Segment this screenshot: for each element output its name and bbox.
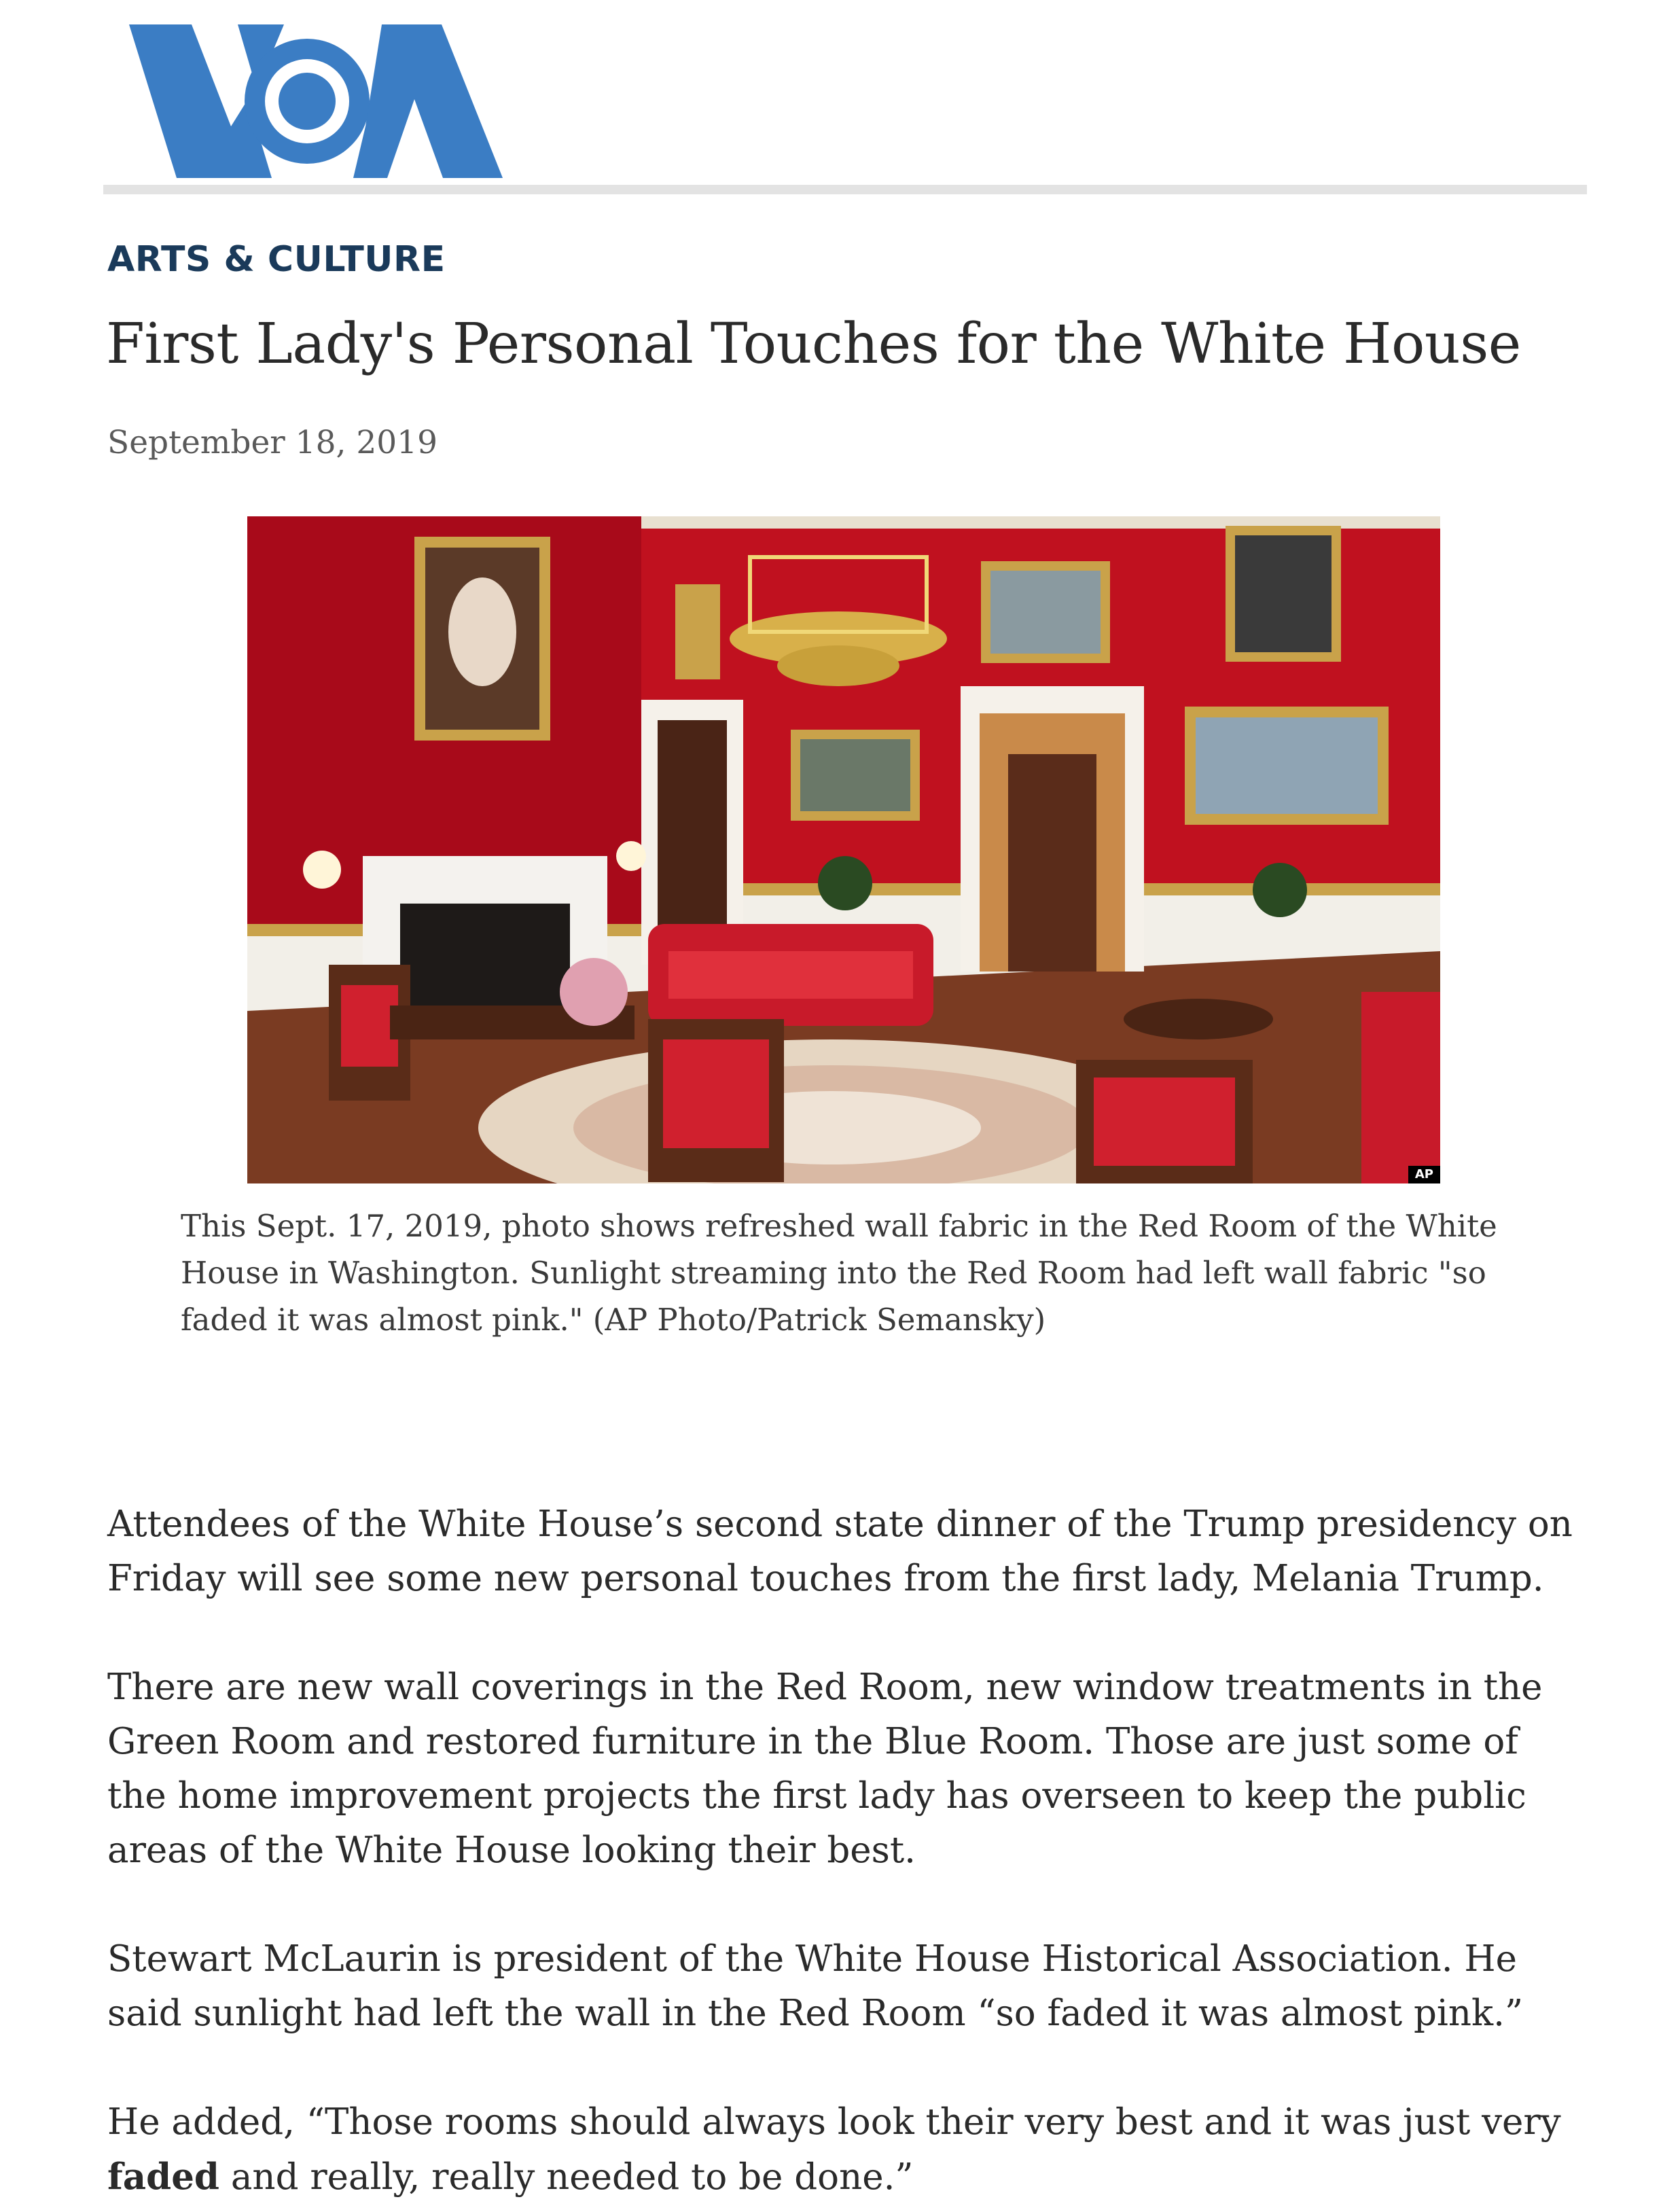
body-paragraph-2: There are new wall coverings in the Red Room, new window treatments in the Green Room and restored furniture in the Blue Room. Those are just some of the home improvement projects the first lady has overseen to keep the public areas of the White House looking their best. bbox=[107, 1667, 1543, 1871]
section-label[interactable]: ARTS & CULTURE bbox=[107, 239, 446, 280]
photo-credit-badge: AP bbox=[1408, 1166, 1440, 1183]
article-photo[interactable] bbox=[247, 516, 1440, 1183]
paragraph-4-bold-word: faded bbox=[107, 2156, 219, 2198]
paragraph-4-tail: and really, really needed to be done.” bbox=[219, 2156, 914, 2198]
body-paragraph-1: Attendees of the White House’s second state dinner of the Trump presidency on Friday will see some new personal touches from the first lady, Melania Trump. bbox=[107, 1503, 1573, 1599]
article-headline: First Lady's Personal Touches for the White House bbox=[106, 312, 1521, 376]
body-paragraph-4 bbox=[107, 2095, 1588, 2205]
photo-caption: This Sept. 17, 2019, photo shows refreshed wall fabric in the Red Room of the White House in Washington. Sunlight streaming into the Red Room had left wall fabric "so faded it was almost pink." (AP Photo/Patrick Semansky) bbox=[181, 1208, 1497, 1338]
article-date: September 18, 2019 bbox=[107, 424, 437, 461]
header-divider bbox=[103, 185, 1587, 194]
paragraph-4-lead: He added, “Those rooms should always look their very best and it was just very bbox=[107, 2101, 1561, 2143]
body-paragraph-3: Stewart McLaurin is president of the White House Historical Association. He said sunlight had left the wall in the Red Room “so faded it was almost pink.” bbox=[107, 1938, 1524, 2034]
red-room-image bbox=[247, 516, 1440, 1183]
voa-logo-mark bbox=[129, 24, 503, 178]
voa-logo[interactable] bbox=[129, 24, 503, 178]
